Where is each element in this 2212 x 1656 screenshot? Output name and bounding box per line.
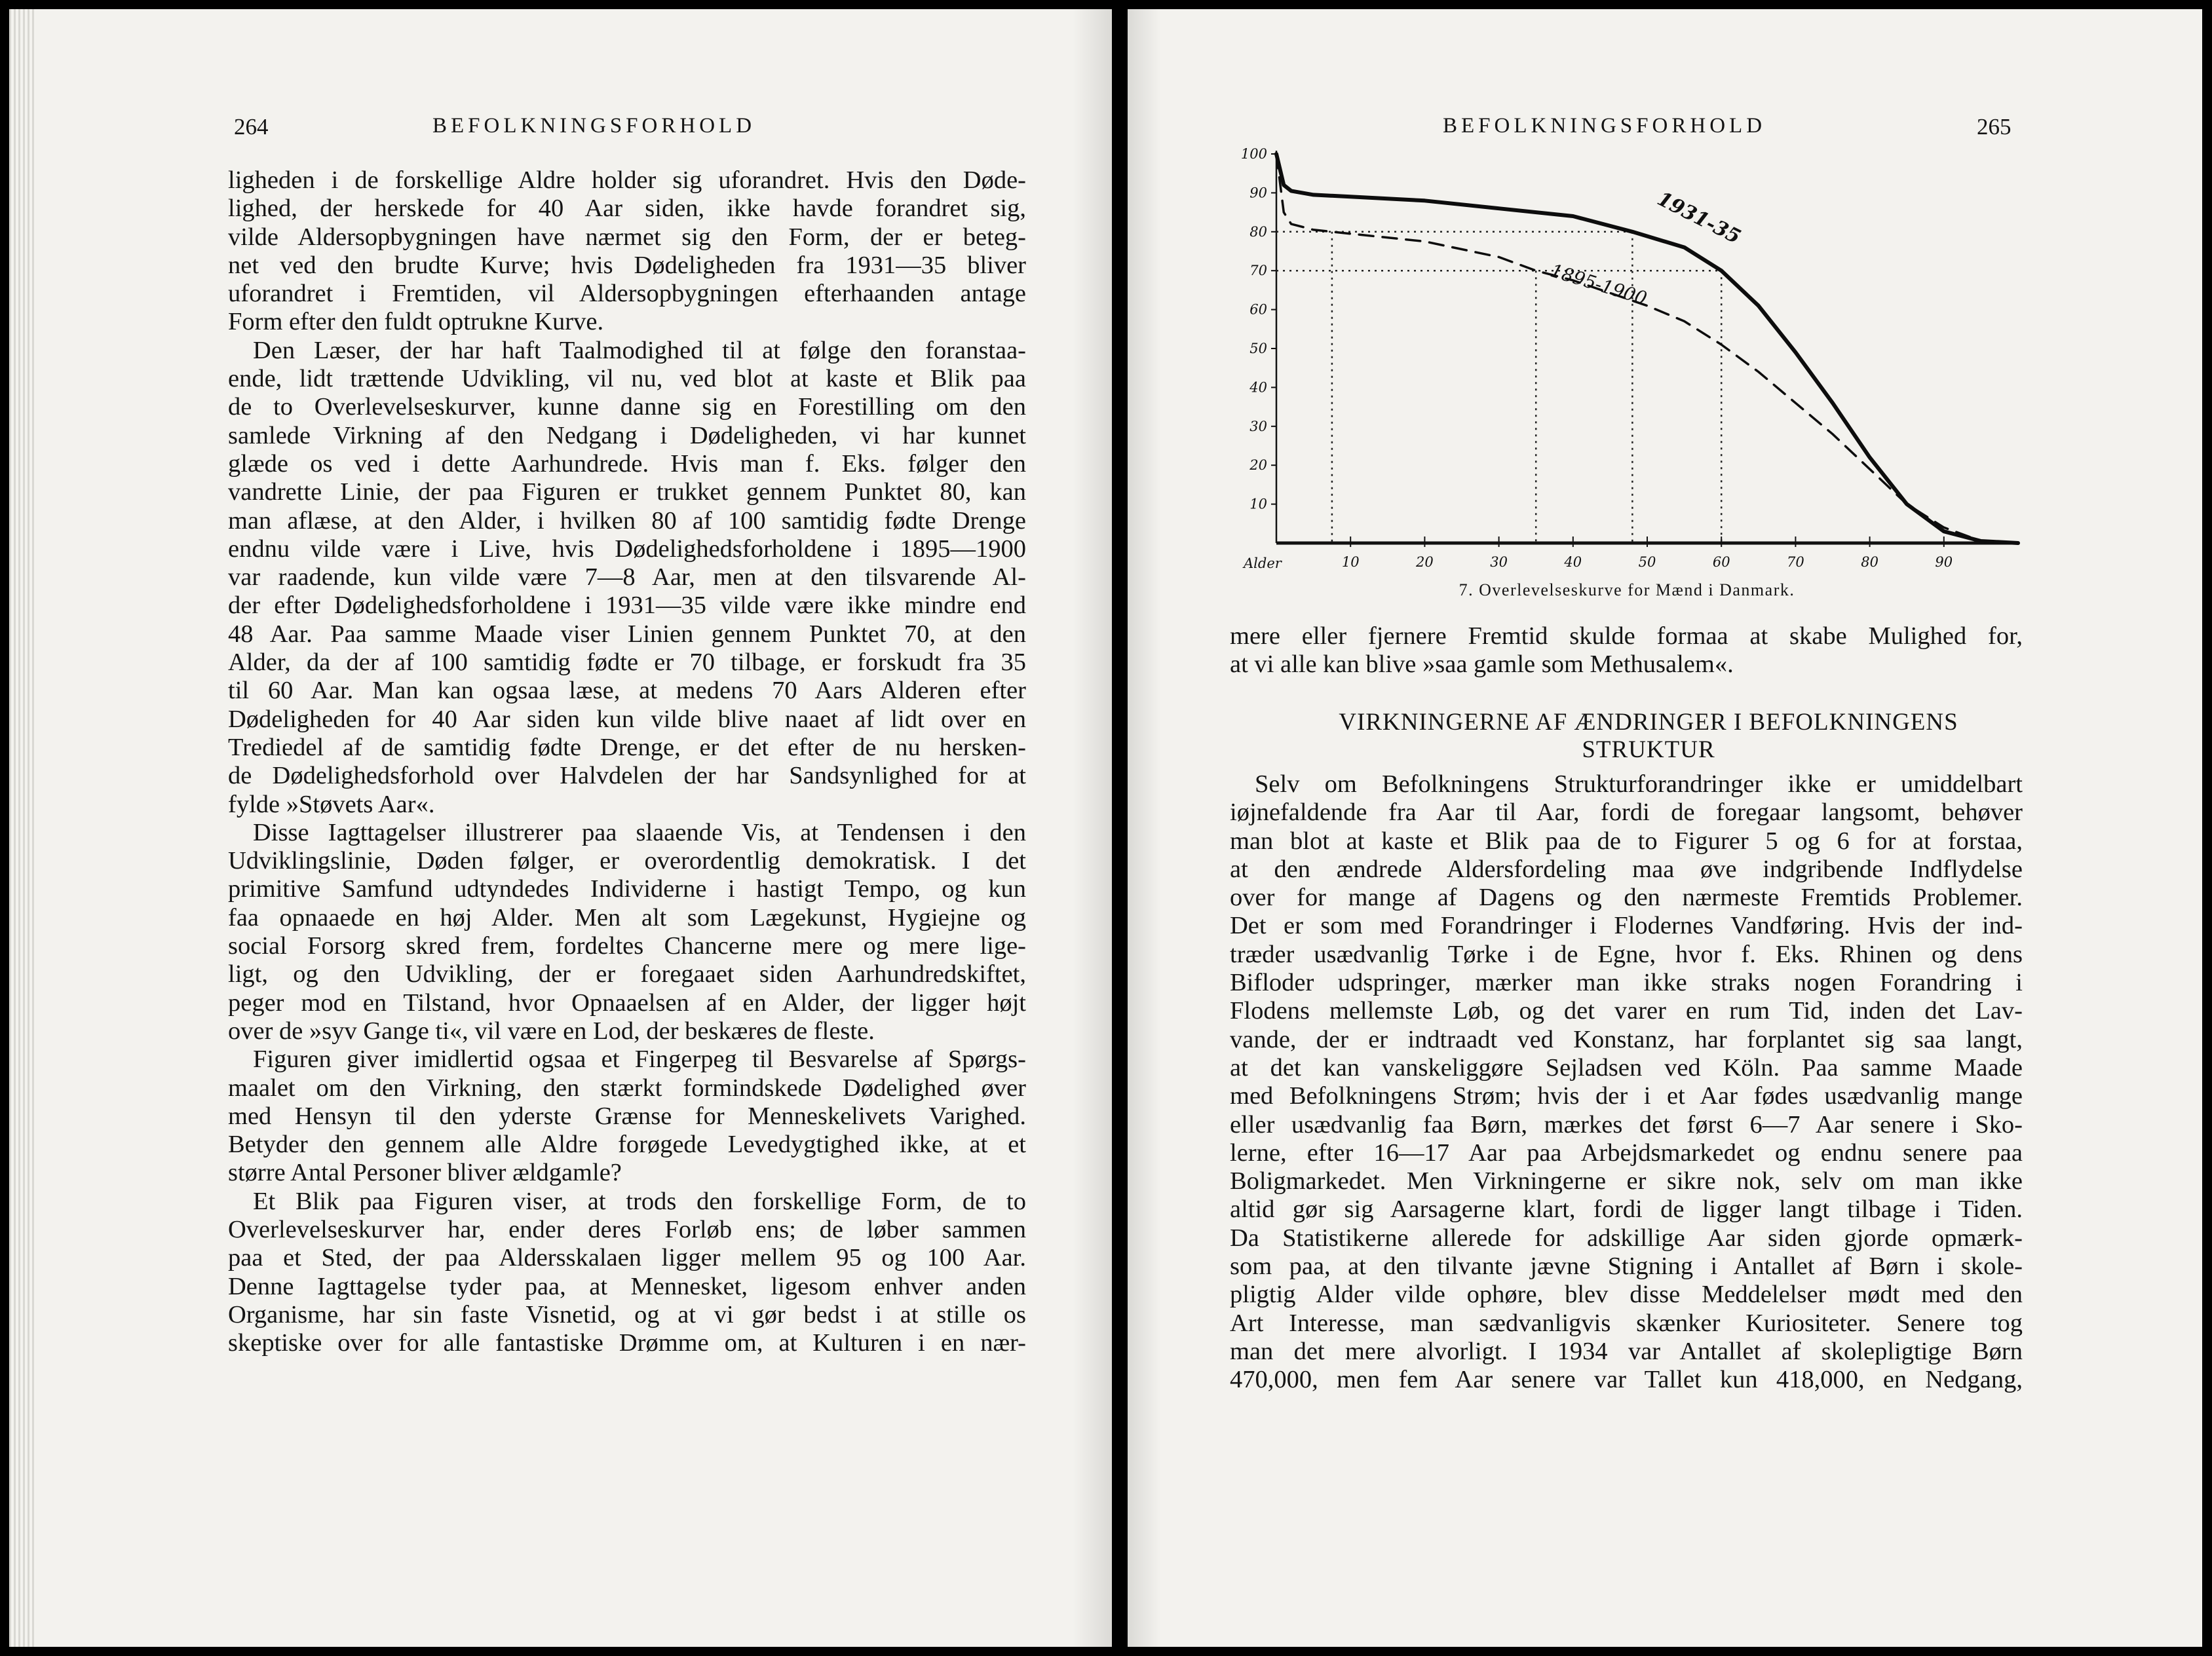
text-line: man det mere alvorligt. I 1934 var Antallet af skolepligtige Børn — [1230, 1337, 2023, 1365]
page-stack-edge — [9, 9, 35, 1647]
gutter-shadow — [1128, 9, 1160, 1647]
text-line: Bifloder udspringer, mærker man ikke straks nogen Forandring i — [1230, 969, 2023, 997]
section-title-line-2: STRUKTUR — [1582, 736, 1715, 763]
right-body-text — [1230, 770, 2023, 1395]
section-title-line-1: VIRKNINGERNE AF ÆNDRINGER I BEFOLKNINGENS — [1339, 709, 1958, 736]
text-line: med Hensyn til den yderste Grænse for Menneskelivets Varighed. — [228, 1102, 1026, 1130]
text-line: Betyder den gennem alle Aldre forøgede Levedygtighed ikke, at et — [228, 1131, 1026, 1159]
text-line: vandrette Linie, der paa Figuren er trukket gennem Punktet 80, kan — [228, 478, 1026, 506]
y-tick-label: 10 — [1249, 496, 1267, 512]
text-line: Selv om Befolkningens Strukturforandringer ikke er umiddelbart — [1255, 770, 2023, 798]
page-number: 265 — [1977, 114, 2012, 140]
text-line: Et Blik paa Figuren viser, at trods den forskellige Form, de to — [253, 1187, 1026, 1215]
text-line: primitive Samfund udtyndedes Individerne i hastigt Tempo, og kun — [228, 875, 1026, 903]
text-line: at den ændrede Aldersfordeling maa øve indgribende Indflydelse — [1230, 855, 2023, 883]
text-line: ligheden i de forskellige Aldre holder sig uforandret. Hvis den Døde- — [228, 166, 1026, 194]
y-tick-label: 40 — [1249, 379, 1267, 396]
y-tick-label: 50 — [1249, 341, 1267, 356]
x-tick-label: 20 — [1416, 554, 1434, 570]
text-line: Da Statistikerne allerede for adskillige Aar siden gjorde opmærk- — [1230, 1224, 2023, 1252]
text-line: net ved den brudte Kurve; hvis Dødeligheden fra 1931—35 bliver — [228, 251, 1026, 279]
text-line: ende, lidt trættende Udvikling, vil nu, ved blot at kaste et Blik paa — [228, 365, 1026, 393]
text-line: endnu vilde være i Live, hvis Dødelighedsforholdene i 1895—1900 — [228, 535, 1026, 563]
text-line: de to Overlevelseskurver, kunne danne sig en Forestilling om den — [228, 393, 1026, 421]
curve-label-1895-1900: 1895-1900 — [1548, 259, 1650, 310]
text-line: Organisme, har sin faste Visnetid, og at vi gør bedst i at stille os — [228, 1300, 1026, 1328]
running-head: BEFOLKNINGSFORHOLD — [432, 114, 756, 138]
text-line: Udviklingslinie, Døden følger, er overordentlig demokratisk. I det — [228, 847, 1026, 875]
text-line: Den Læser, der har haft Taalmodighed til at følge den foranstaa- — [253, 336, 1026, 364]
text-line: 470,000, men fem Aar senere var Tallet kun 418,000, en Nedgang, — [1230, 1366, 2023, 1394]
text-line: Overlevelseskurver har, ender deres Forløb ens; de løber sammen — [228, 1215, 1026, 1243]
text-line: Art Interesse, man sædvanligvis skænker Kuriositeter. Senere tog — [1230, 1309, 2023, 1337]
text-line: maalet om den Virkning, den stærkt formindskede Dødelighed øver — [228, 1074, 1026, 1102]
chart-axes — [1241, 146, 2018, 571]
chart-series — [1276, 154, 2018, 543]
x-tick-label: 60 — [1712, 554, 1730, 570]
text-line: man blot at kaste et Blik paa de to Figurer 5 og 6 for at forstaa, — [1230, 827, 2023, 855]
text-line: over de »syv Gange ti«, vil være en Lod, der beskæres de fleste. — [228, 1017, 875, 1045]
x-tick-label: 80 — [1861, 554, 1878, 570]
text-line: de Dødelighedsforhold over Halvdelen der har Sandsynlighed for at — [228, 762, 1026, 790]
text-line: Figuren giver imidlertid ogsaa et Fingerpeg til Besvarelse af Spørgs- — [253, 1045, 1026, 1074]
text-line: glæde os ved i dette Aarhundrede. Hvis man f. Eks. følger den — [228, 449, 1026, 478]
text-line: peger mod en Tilstand, hvor Opnaaelsen af en Alder, der ligger højt — [228, 988, 1026, 1017]
running-head: BEFOLKNINGSFORHOLD — [1443, 114, 1766, 138]
text-line: lerne, efter 16—17 Aar paa Arbejdsmarkedet og endnu senere paa — [1230, 1138, 2023, 1167]
text-line: altid gør sig Aarsagerne klart, fordi de ligger langt tilbage i Tiden. — [1230, 1195, 2023, 1224]
y-tick-label: 70 — [1249, 263, 1267, 279]
text-line: over for mange af Dagens og den nærmeste Fremtids Problemer. — [1230, 884, 2023, 912]
curve-label-1931-35: 1931-35 — [1653, 187, 1745, 249]
text-line: var raadende, kun vilde være 7—8 Aar, men at den tilsvarende Al- — [228, 563, 1026, 592]
right-body-text-top — [1230, 622, 2023, 679]
text-line: ligt, og den Udvikling, der er foregaaet siden Aarhundredskiftet, — [228, 960, 1026, 988]
x-tick-label: 90 — [1935, 554, 1953, 570]
x-tick-label: 30 — [1490, 554, 1508, 570]
text-line: eller usædvanlig faa Børn, mærkes det først 6—7 Aar senere i Sko- — [1230, 1110, 2023, 1138]
text-line: uforandret i Fremtiden, vil Aldersopbygningen efterhaanden antage — [228, 280, 1026, 308]
left-body-text — [228, 166, 1026, 1357]
gutter-shadow — [1073, 9, 1112, 1647]
page-number: 264 — [234, 114, 269, 140]
text-line: at vi alle kan blive »saa gamle som Methusalem«. — [1230, 650, 1734, 679]
y-tick-label: 80 — [1249, 223, 1267, 240]
series-line-1931-35 — [1276, 154, 2018, 543]
chart-labels — [1548, 187, 1744, 309]
x-tick-label: 70 — [1787, 554, 1804, 570]
text-line: træder usædvanlig Tørke i de Egne, hvor f. Eks. Rhinen og dens — [1230, 940, 2023, 968]
x-tick-label: 40 — [1564, 554, 1582, 570]
text-line: Trediedel af de samtidig fødte Drenge, er det efter de nu hersken- — [228, 733, 1026, 761]
text-line: at det kan vanskeliggøre Sejladsen ved Köln. Paa samme Maade — [1230, 1053, 2023, 1082]
text-line: større Antal Personer bliver ældgamle? — [228, 1159, 622, 1187]
text-line: Disse Iagttagelser illustrerer paa slaaende Vis, at Tendensen i den — [253, 818, 1026, 846]
x-tick-label: 10 — [1341, 554, 1360, 570]
y-tick-label: 90 — [1249, 185, 1267, 201]
section-title — [1261, 709, 2036, 764]
chart-reference-lines — [1276, 232, 1721, 543]
text-line: iøjnefaldende fra Aar til Aar, fordi de foregaar langsomt, behøver — [1230, 799, 2023, 827]
x-tick-label: 50 — [1638, 554, 1656, 570]
text-line: Flodens mellemste Løb, og det varer en rum Tid, inden det Lav- — [1230, 997, 2023, 1025]
text-line: samlede Virkning af den Nedgang i Dødeligheden, vi har kunnet — [228, 421, 1026, 449]
text-line: skeptiske over for alle fantastiske Drømme om, at Kulturen i en nær- — [228, 1329, 1026, 1357]
text-line: vilde Aldersopbygningen have nærmet sig den Form, der er beteg- — [228, 223, 1026, 251]
text-line: man aflæse, at den Alder, i hvilken 80 af 100 samtidig fødte Drenge — [228, 506, 1026, 535]
text-line: faa opnaaede en høj Alder. Men alt som Lægekunst, Hygiejne og — [228, 903, 1026, 932]
text-line: vande, der er indtraadt ved Konstanz, har forplantet sig saa langt, — [1230, 1025, 2023, 1053]
series-line-1895-1900 — [1276, 154, 2018, 543]
text-line: paa et Sted, der paa Aldersskalaen ligger mellem 95 og 100 Aar. — [228, 1244, 1026, 1272]
x-axis-label: Alder — [1244, 555, 1282, 571]
text-line: der efter Dødelighedsforholdene i 1931—35 vilde være ikke mindre end — [228, 592, 1026, 620]
text-line: mere eller fjernere Fremtid skulde formaa at skabe Mulighed for, — [1230, 622, 2023, 650]
text-line: Form efter den fuldt optrukne Kurve. — [228, 308, 604, 336]
text-line: 48 Aar. Paa samme Maade viser Linien gennem Punktet 70, at den — [228, 620, 1026, 648]
y-tick-label: 60 — [1249, 301, 1267, 318]
text-line: Denne Iagttagelse tyder paa, at Mennesket, ligesom enhver anden — [228, 1272, 1026, 1300]
text-line: fylde »Støvets Aar«. — [228, 790, 435, 818]
text-line: Boligmarkedet. Men Virkningerne er sikre nok, selv om man ikke — [1230, 1167, 2023, 1195]
text-line: med Befolkningens Strøm; hvis der i et Aar fødes usædvanlig mange — [1230, 1082, 2023, 1110]
survival-chart — [1206, 141, 2031, 576]
text-line: social Forsorg skred frem, fordeltes Chancerne mere og mere lige- — [228, 932, 1026, 960]
text-line: Dødeligheden for 40 Aar siden kun vilde blive naaet af lidt over en — [228, 705, 1026, 733]
text-line: til 60 Aar. Man kan ogsaa læse, at medens 70 Aars Alderen efter — [228, 677, 1026, 705]
y-tick-label: 30 — [1249, 418, 1267, 434]
text-line: Det er som med Forandringer i Flodernes Vandføring. Hvis der ind- — [1230, 912, 2023, 940]
text-line: pligtig Alder vilde ophøre, blev disse Meddelelser mødt med den — [1230, 1281, 2023, 1309]
text-line: lighed, der herskede for 40 Aar siden, ikke havde forandret sig, — [228, 195, 1026, 223]
left-page — [9, 9, 1112, 1647]
y-tick-label: 20 — [1249, 457, 1267, 474]
text-line: som paa, at den tilvante jævne Stigning i Antallet af Børn i skole- — [1230, 1252, 2023, 1281]
y-tick-label: 100 — [1240, 146, 1267, 162]
figure-caption: 7. Overlevelseskurve for Mænd i Danmark. — [1459, 580, 1795, 599]
text-line: Alder, da der af 100 samtidig fødte er 70 tilbage, er forskudt fra 35 — [228, 649, 1026, 677]
